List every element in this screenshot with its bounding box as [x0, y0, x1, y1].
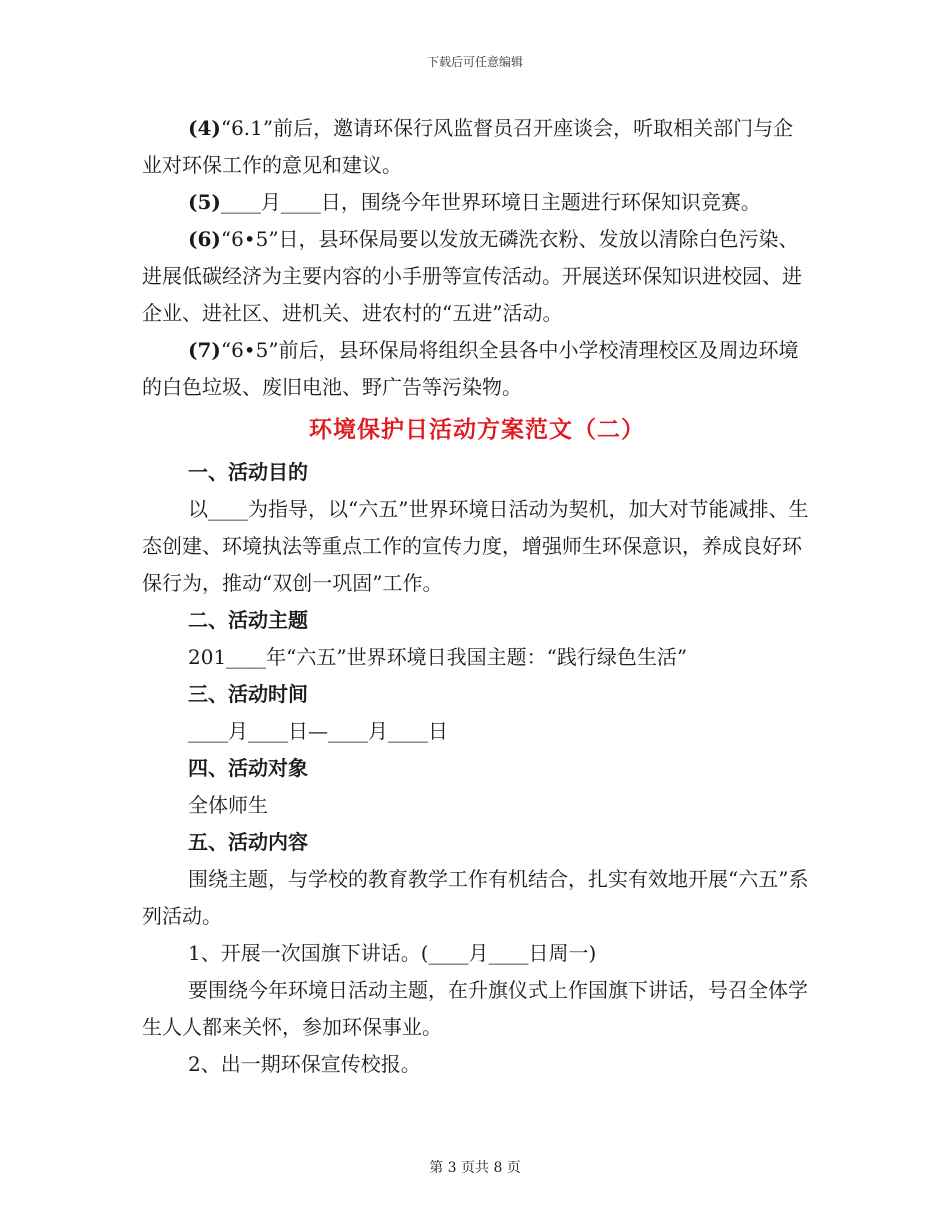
item-number: (7) [188, 338, 221, 362]
page-header-note: 下载后可任意编辑 [426, 55, 523, 69]
list-item [142, 110, 812, 184]
list-item [142, 221, 812, 332]
section-paragraph: 201____年“六五”世界环境日我国主题：“践行绿色生活” [188, 645, 688, 669]
item-text: “6•5”前后，县环保局将组织全县各中小学校清理校区及周边环境的白色垃圾、废旧电池、野广告等污染物。 [142, 338, 799, 399]
item-text: “6•5”日，县环保局要以发放无磷洗衣粉、发放以清除白色污染、进展低碳经济为主要内容的小手册等宣传活动。开展送环保知识进校园、进企业、进社区、进机关、进农村的“五进”活动。 [142, 227, 802, 325]
section-paragraph: 围绕主题，与学校的教育教学工作有机结合，扎实有效地开展“六五”系列活动。 [142, 867, 809, 928]
item-number: (4) [188, 116, 221, 140]
section-heading: 一、活动目的 [188, 460, 308, 484]
section-paragraph: 以____为指导，以“六五”世界环境日活动为契机，加大对节能减排、生态创建、环境执法等重点工作的宣传力度，增强师生环保意识，养成良好环保行为，推动“双创一巩固”工作。 [142, 497, 809, 595]
item-number: (6) [188, 227, 221, 251]
section-heading: 三、活动时间 [188, 682, 308, 706]
subsection-heading: 2、出一期环保宣传校报。 [188, 1052, 421, 1076]
section-heading: 二、活动主题 [188, 608, 308, 632]
section-paragraph: 全体师生 [188, 793, 268, 817]
document-title: 环境保护日活动方案范文（二） [309, 416, 645, 443]
section-paragraph: 要围绕今年环境日活动主题，在升旗仪式上作国旗下讲话，号召全体学生人人都来关怀，参加环保事业。 [142, 978, 808, 1039]
section-paragraph: ____月____日—____月____日 [188, 719, 448, 743]
subsection-heading: 1、开展一次国旗下讲话。(____月____日周一) [188, 941, 597, 965]
page-footer-number: 第 3 页共 8 页 [429, 1160, 521, 1176]
document-body [142, 110, 812, 1083]
item-text: ____月____日，围绕今年世界环境日主题进行环保知识竞赛。 [220, 190, 761, 214]
section-heading: 五、活动内容 [188, 830, 308, 854]
item-text: “6.1”前后，邀请环保行风监督员召开座谈会，听取相关部门与企业对环保工作的意见和建议。 [142, 116, 794, 177]
list-item [142, 332, 812, 406]
item-number: (5) [188, 190, 221, 214]
list-item [142, 184, 812, 221]
section-heading: 四、活动对象 [188, 756, 308, 780]
